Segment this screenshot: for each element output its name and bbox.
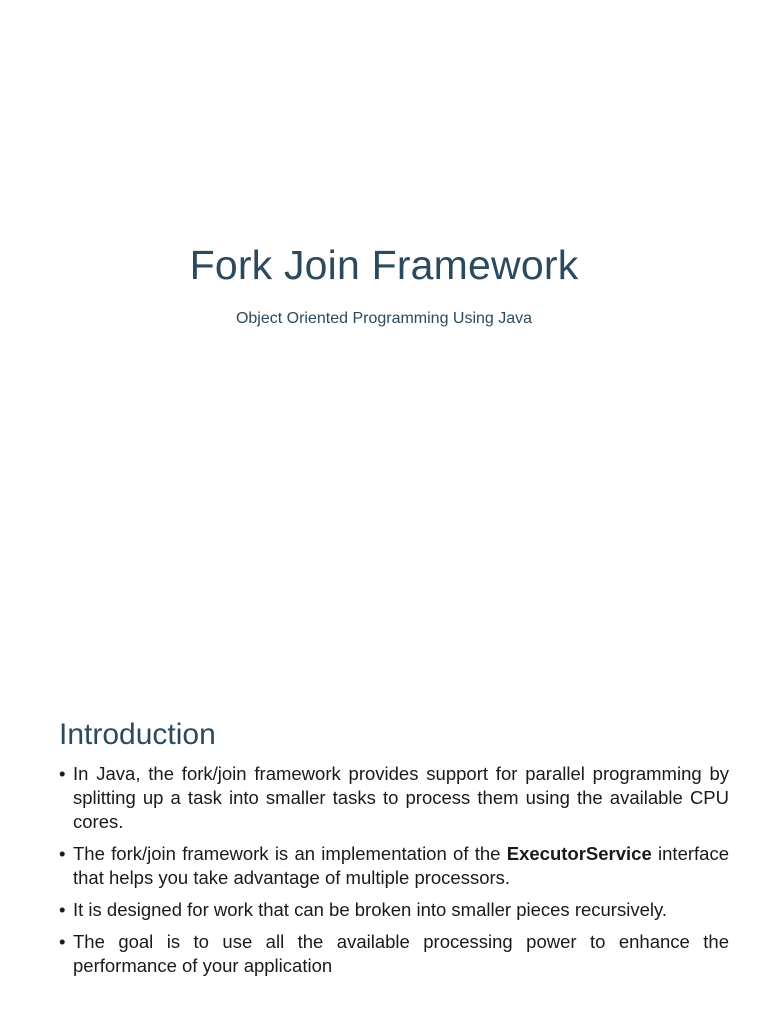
- bullet-list: [59, 762, 729, 986]
- slide-title: Fork Join Framework: [189, 242, 579, 288]
- bullet-text-pre: The fork/join framework is an implementation of the: [73, 843, 507, 864]
- bullet-text-post: interface that helps you take advantage of multiple processors.: [73, 843, 729, 888]
- bullet-text-bold: ExecutorService: [506, 843, 652, 864]
- intro-heading: Introduction: [59, 718, 216, 751]
- bullet-text: In Java, the fork/join framework provides support for parallel programming by splitting up a task into smaller tasks to process them using the available CPU cores.: [73, 763, 729, 832]
- introduction-slide: [0, 576, 768, 1024]
- bullet-item: [59, 898, 729, 922]
- bullet-item: [59, 930, 729, 978]
- slide-subtitle: Object Oriented Programming Using Java: [235, 310, 533, 327]
- bullet-item: [59, 762, 729, 834]
- bullet-text: The goal is to use all the available processing power to enhance the performance of your application: [73, 931, 729, 976]
- bullet-item: [59, 842, 729, 890]
- bullet-text: It is designed for work that can be broken into smaller pieces recursively.: [73, 899, 667, 920]
